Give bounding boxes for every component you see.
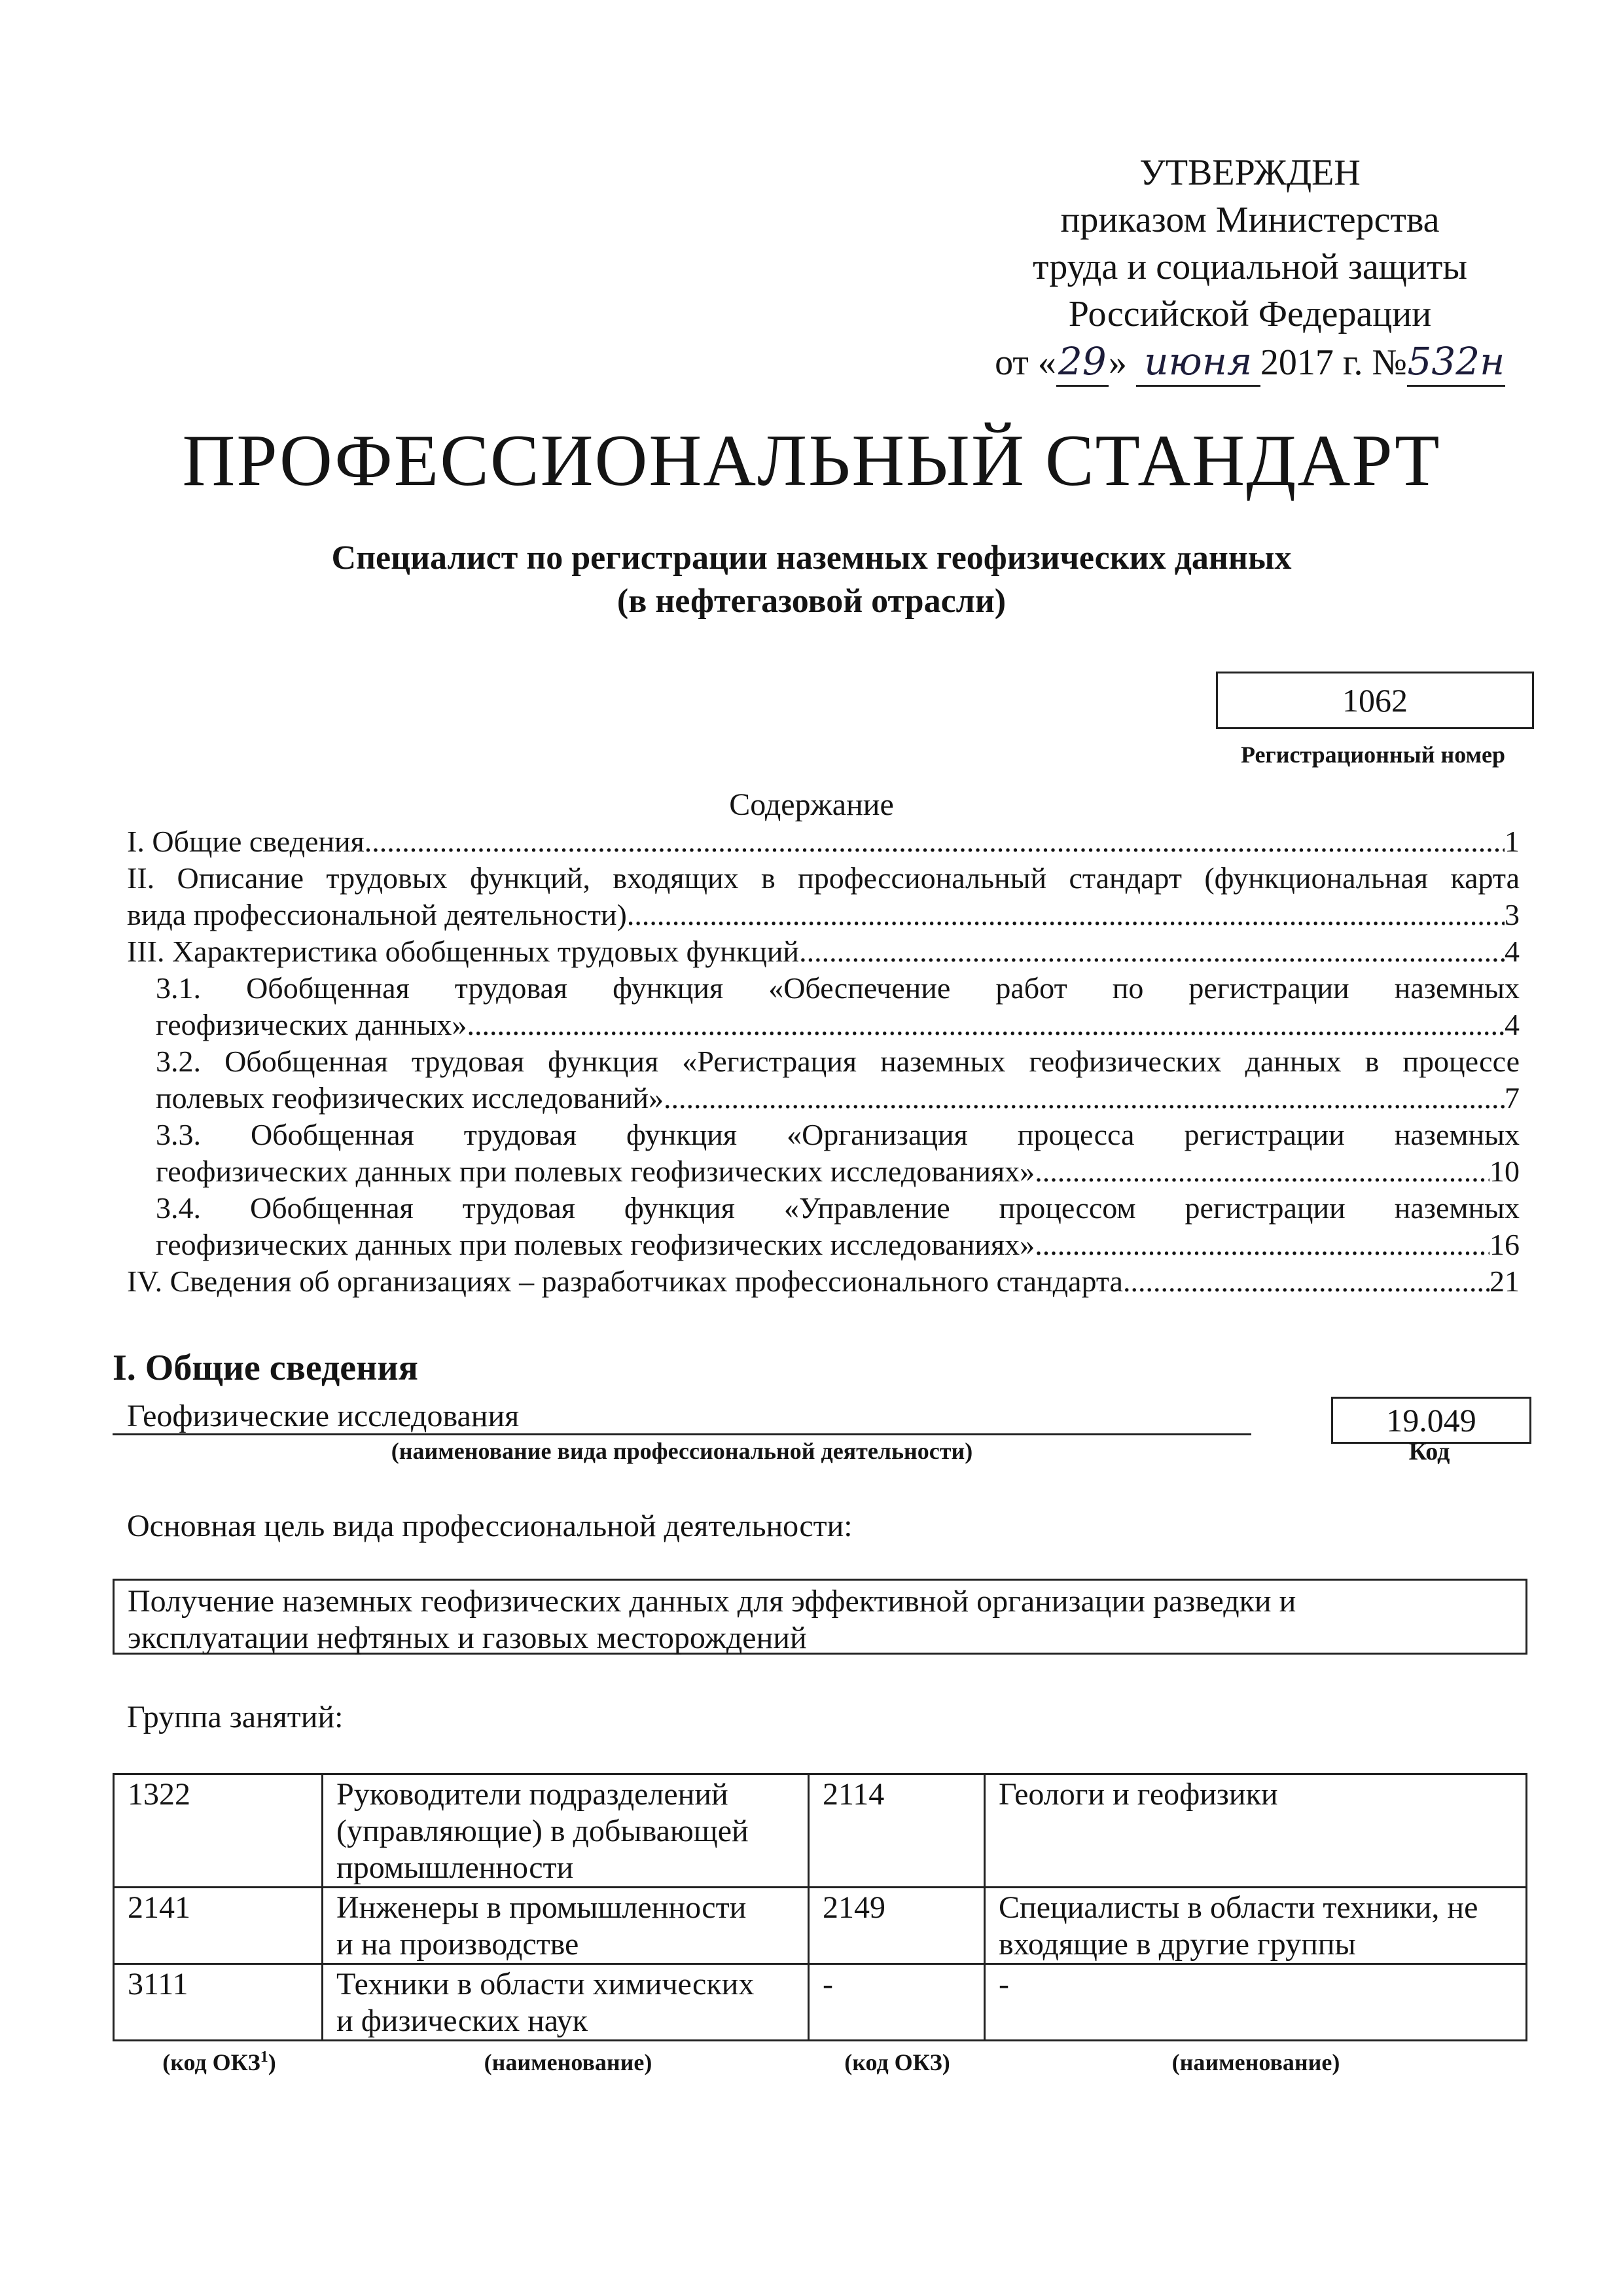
table-row bbox=[114, 1888, 1527, 1964]
occupation-group-label: Группа занятий: bbox=[127, 1700, 344, 1734]
toc-entry-3-1[interactable] bbox=[156, 970, 1520, 1043]
document-title: ПРОФЕССИОНАЛЬНЫЙ СТАНДАРТ bbox=[182, 420, 1441, 501]
toc-entry-text: 3.1. Обобщенная трудовая функция «Обеспечение работ по регистрации наземных bbox=[156, 971, 1520, 1005]
occupation-name-cell: Геологи и геофизики bbox=[985, 1774, 1527, 1888]
goal-label: Основная цель вида профессиональной деятельности: bbox=[127, 1509, 853, 1543]
date-quote-close: » bbox=[1108, 342, 1127, 383]
toc-entry-text: III. Характеристика обобщенных трудовых функций bbox=[127, 935, 800, 968]
document-subtitle bbox=[0, 537, 1623, 623]
toc-entry-text: 3.2. Обобщенная трудовая функция «Регистрация наземных геофизических данных в процессе bbox=[156, 1045, 1520, 1078]
subtitle-line-2: (в нефтегазовой отрасли) bbox=[616, 583, 1007, 620]
okz-code-cell: 2141 bbox=[114, 1888, 323, 1964]
approval-block bbox=[955, 149, 1544, 387]
toc-entry-page: 3 bbox=[1505, 898, 1520, 931]
toc-entry-3-2[interactable] bbox=[156, 1043, 1520, 1117]
toc-entry-text-cont: геофизических данных» bbox=[156, 1008, 467, 1041]
footnote-mark: 1 bbox=[260, 2049, 268, 2066]
toc-entry-2[interactable] bbox=[127, 860, 1520, 933]
toc-entry-page: 7 bbox=[1505, 1081, 1520, 1115]
occupation-group-table bbox=[113, 1773, 1527, 2041]
toc-entry-text-cont: геофизических данных при полевых геофизических исследованиях» bbox=[156, 1228, 1035, 1261]
toc-entry-text: II. Описание трудовых функций, входящих в профессиональный стандарт (функциональная карта bbox=[127, 861, 1520, 895]
occupation-name-cell: Инженеры в промышленности и на производстве bbox=[323, 1888, 809, 1964]
caption-code-okz-2: (код ОКЗ) bbox=[844, 2049, 950, 2075]
toc-entry-text-cont: полевых геофизических исследований» bbox=[156, 1081, 664, 1115]
okz-code-cell: - bbox=[809, 1964, 985, 2041]
toc-entry-page: 16 bbox=[1489, 1228, 1520, 1261]
table-row bbox=[114, 1964, 1527, 2041]
table-of-contents bbox=[127, 823, 1520, 1300]
toc-entry-text: 3.4. Обобщенная трудовая функция «Управление процессом регистрации наземных bbox=[156, 1191, 1520, 1225]
goal-box bbox=[113, 1579, 1527, 1655]
toc-entry-page: 4 bbox=[1505, 935, 1520, 968]
toc-entry-4[interactable] bbox=[127, 1263, 1520, 1300]
okz-code-cell: 2114 bbox=[809, 1774, 985, 1888]
activity-code-caption: Код bbox=[1408, 1438, 1450, 1465]
subtitle-line-1: Специалист по регистрации наземных геофизических данных bbox=[331, 539, 1292, 577]
okz-code-cell: 2149 bbox=[809, 1888, 985, 1964]
date-day: 29 bbox=[1056, 338, 1109, 387]
activity-code-box: 19.049 bbox=[1331, 1397, 1531, 1444]
caption-name-2: (наименование) bbox=[1171, 2049, 1340, 2075]
occupation-name-cell: Руководители подразделений (управляющие) в добывающей промышленности bbox=[323, 1774, 809, 1888]
approval-line-4: Российской Федерации bbox=[1068, 294, 1432, 334]
date-month: июня bbox=[1136, 338, 1260, 387]
toc-entry-1[interactable] bbox=[127, 823, 1520, 860]
toc-entry-page: 21 bbox=[1489, 1265, 1520, 1298]
toc-entry-3-3[interactable] bbox=[156, 1117, 1520, 1190]
toc-entry-page: 1 bbox=[1505, 825, 1520, 858]
occupation-name-cell: Техники в области химических и физических наук bbox=[323, 1964, 809, 2041]
toc-heading: Содержание bbox=[729, 787, 894, 822]
activity-caption: (наименование вида профессиональной деятельности) bbox=[391, 1438, 973, 1464]
registration-number-box: 1062 bbox=[1216, 672, 1534, 729]
activity-underline bbox=[113, 1433, 1251, 1435]
goal-line-1: Получение наземных геофизических данных для эффективной организации разведки и bbox=[128, 1584, 1296, 1619]
registration-number-label: Регистрационный номер bbox=[1240, 742, 1506, 768]
toc-entry-3[interactable] bbox=[127, 933, 1520, 970]
approval-line-2: приказом Министерства bbox=[1060, 200, 1440, 240]
caption-code-okz-1: (код ОКЗ$^1$) bbox=[162, 2049, 276, 2075]
approval-date-line bbox=[955, 338, 1544, 387]
date-prefix: от « bbox=[995, 342, 1056, 383]
order-number: 532н bbox=[1407, 338, 1505, 387]
toc-entry-3-4[interactable] bbox=[156, 1190, 1520, 1263]
approval-line-3: труда и социальной защиты bbox=[1033, 247, 1467, 287]
table-row bbox=[114, 1774, 1527, 1888]
section-title: I. Общие сведения bbox=[113, 1348, 418, 1388]
toc-entry-text-cont: геофизических данных при полевых геофизических исследованиях» bbox=[156, 1155, 1035, 1188]
caption-name-1: (наименование) bbox=[484, 2049, 652, 2075]
approval-line-1: УТВЕРЖДЕН bbox=[1139, 152, 1361, 193]
date-year: 2017 г. № bbox=[1260, 342, 1407, 383]
activity-name: Геофизические исследования bbox=[127, 1399, 520, 1433]
toc-entry-page: 4 bbox=[1505, 1008, 1520, 1041]
toc-entry-page: 10 bbox=[1489, 1155, 1520, 1188]
toc-entry-text-cont: вида профессиональной деятельности) bbox=[127, 898, 627, 931]
goal-line-2: эксплуатации нефтяных и газовых месторождений bbox=[128, 1621, 807, 1655]
okz-code-cell: 3111 bbox=[114, 1964, 323, 2041]
okz-code-cell: 1322 bbox=[114, 1774, 323, 1888]
occupation-name-cell: Специалисты в области техники, не входящие в другие группы bbox=[985, 1888, 1527, 1964]
toc-entry-text: 3.3. Обобщенная трудовая функция «Организация процесса регистрации наземных bbox=[156, 1118, 1520, 1151]
toc-entry-text: I. Общие сведения bbox=[127, 825, 365, 858]
toc-entry-text: IV. Сведения об организациях – разработчиках профессионального стандарта bbox=[127, 1265, 1123, 1298]
occupation-name-cell: - bbox=[985, 1964, 1527, 2041]
